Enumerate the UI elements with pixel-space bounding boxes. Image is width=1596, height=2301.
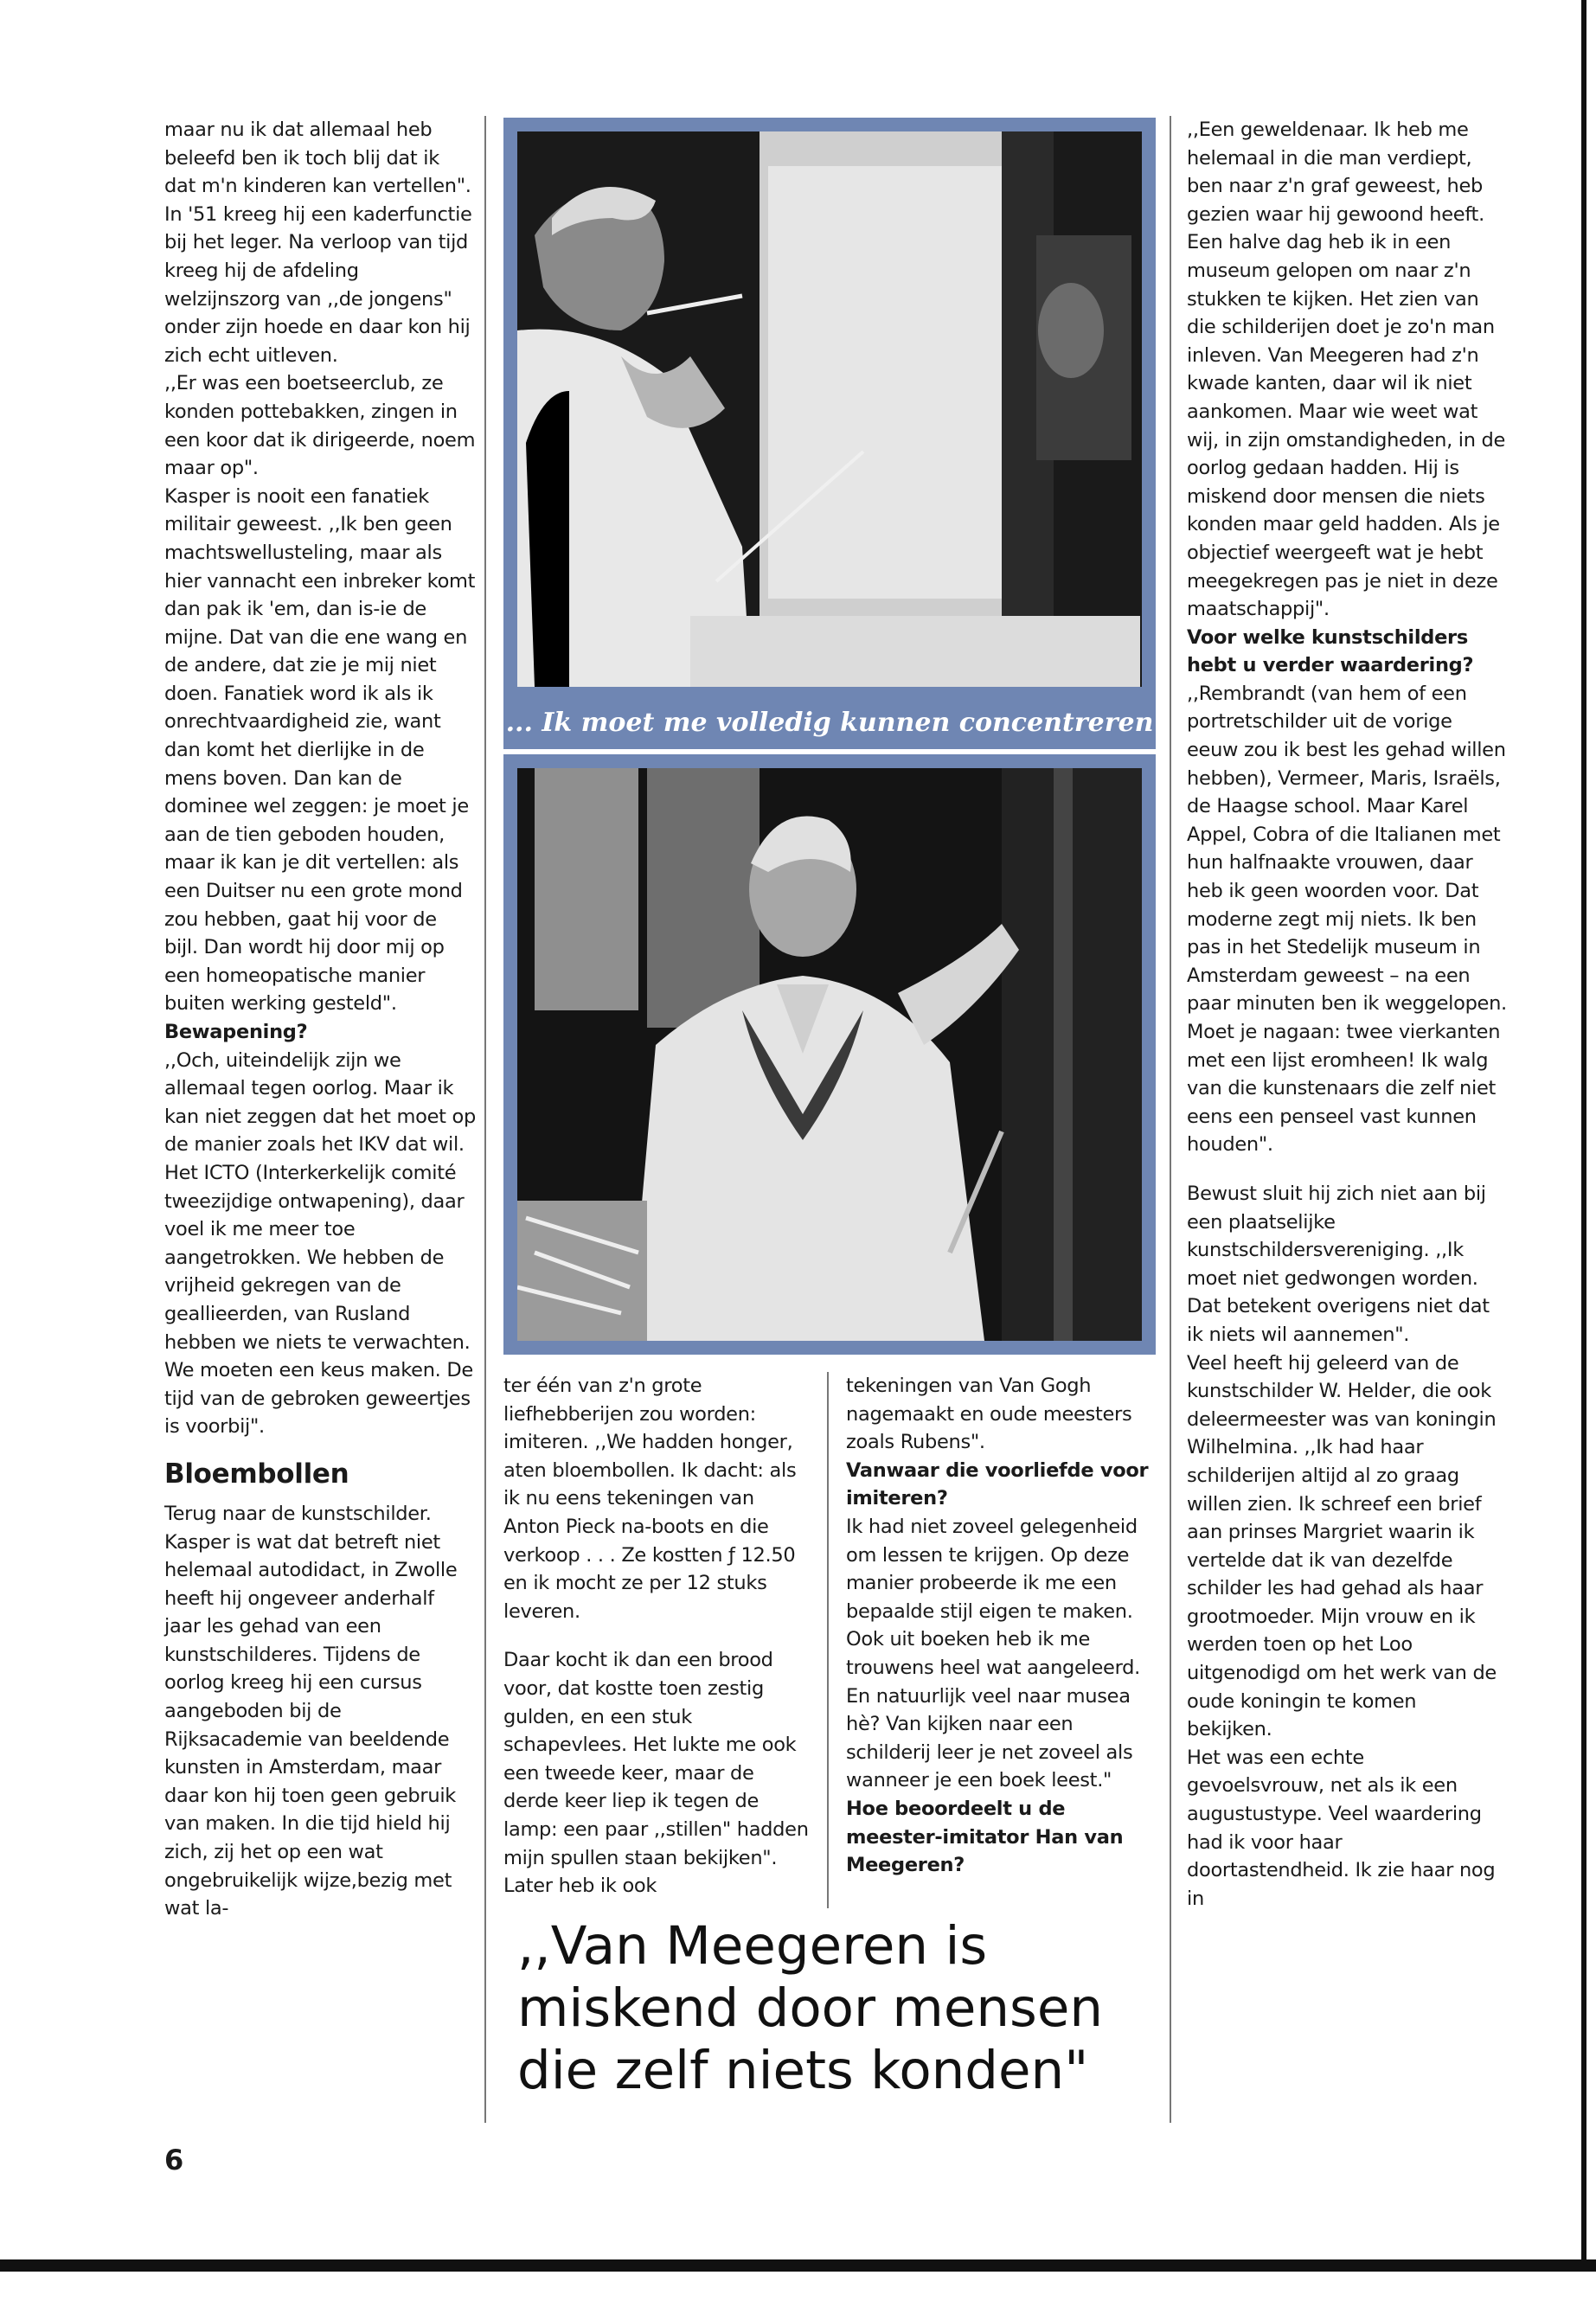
page-edge-bottom	[0, 2259, 1596, 2272]
interview-question: Voor welke kunstschilders hebt u verder waardering?	[1187, 625, 1474, 677]
paragraph: Daar kocht ik dan een brood voor, dat kostte toen zestig gulden, en een stuk schapevlees. Het lukte me ook een tweede keer, maar de derde keer liep ik tegen de lamp: een paar ,,stillen" hadden mijn spullen staan bekijken". Later heb ik ook	[503, 1649, 809, 1898]
paragraph-gap	[503, 1625, 815, 1646]
paragraph: tekeningen van Van Gogh nagemaakt en oude meesters zoals Rubens".	[846, 1375, 1132, 1454]
paragraph: maar nu ik dat allemaal heb beleefd ben ik toch blij dat ik dat m'n kinderen kan vertellen".	[164, 119, 471, 198]
photo-painter-at-easel	[503, 118, 1156, 701]
paragraph: Bewust sluit hij zich niet aan bij een plaatselijke kunstschildersvereniging. ,,Ik moet niet gedwongen worden. Dat betekent overigens niet dat ik niets wil aannemen".	[1187, 1182, 1490, 1346]
paragraph: ,,Och, uiteindelijk zijn we allemaal tegen oorlog. Maar ik kan niet zeggen dat het moet op de manier zoals het IKV dat wil. Het ICTO (Interkerkelijk comité tweezijdige ontwapening), daar voel ik me meer toe aangetrokken. We hebben de vrijheid gekregen van de geallieerden, van Rusland hebben we niets te verwachten. We moeten een keus maken. De tijd van de gebroken geweertjes is voorbij".	[164, 1048, 477, 1439]
paragraph: Terug naar de kunstschilder. Kasper is wat dat betreft niet helemaal autodidact, in Zwolle heeft hij ongeveer anderhalf jaar les gehad van een kunstschilderes. Tijdens de oorlog kreeg hij een cursus aangeboden bij de Rijksacademie van beeldende kunsten in Amsterdam, maar daar kon hij toen geen gebruik van maken. In die tijd hield hij zich, zij het op een wat ongebruikelijk wijze,bezig met wat la-	[164, 1502, 458, 1920]
interview-question: Hoe beoordeelt u de meester-imitator Han van Meegeren?	[846, 1797, 1124, 1877]
article-column-4	[1187, 116, 1507, 1913]
page-edge-right	[1581, 0, 1586, 2266]
photo-illustration	[517, 131, 1142, 687]
photo-illustration	[517, 768, 1142, 1341]
paragraph-gap	[1187, 1159, 1507, 1180]
photo-painter-portrait	[503, 754, 1156, 1355]
column-divider	[827, 1372, 829, 1908]
pull-quote: ,,Van Meegeren is miskend door mensen die zelf niets konden"	[517, 1915, 1104, 2101]
article-column-3	[846, 1372, 1157, 1880]
paragraph: ,,Een geweldenaar. Ik heb me helemaal in die man verdiept, ben naar z'n graf geweest, heb gezien waar hij gewoond heeft. Een halve dag heb ik in een museum gelopen om naar z'n stukken te kijken. Het zien van die schilderijen doet je zo'n man inleven. Van Meegeren had z'n kwade kanten, daar wil ik niet aankomen. Maar wie weet wat wij, in zijn omstandigheden, in de oorlog gedaan hadden. Hij is miskend door mensen die niets konden maar geld hadden. Als je objectief weergeeft wat je hebt meegekregen pas je niet in deze maatschappij".	[1187, 119, 1506, 621]
paragraph: ,,Er was een boetseerclub, ze konden pottebakken, zingen in een koor dat ik dirigeerde, noem maar op".	[164, 372, 476, 480]
column-divider	[1170, 116, 1171, 2123]
paragraph: ter één van z'n grote liefhebberijen zou worden: imiteren. ,,We hadden honger, aten bloembollen. Ik dacht: als ik nu eens tekeningen van Anton Pieck na-boots en die verkoop . . . Ze kostten ƒ 12.50 en ik mocht ze per 12 stuks leveren.	[503, 1375, 797, 1623]
photo-caption: ... Ik moet me volledig kunnen concentreren	[503, 697, 1156, 749]
interview-question: Vanwaar die voorliefde voor imiteren?	[846, 1458, 1149, 1510]
paragraph: Kasper is nooit een fanatiek militair geweest. ,,Ik ben geen machtswellusteling, maar als hier vannacht een inbreker komt dan pak ik 'em, dan is-ie de mijne. Dat van die ene wang en de andere, dat zie je mij niet doen. Fanatiek word ik als ik onrechtvaardigheid zie, want dan komt het dierlijke in de mens boven. Dan kan de dominee wel zeggen: je moet je aan de tien geboden houden, maar ik kan je dit vertellen: als een Duitser nu een grote mond zou hebben, gaat hij voor de bijl. Dan wordt hij door mij op een homeopatische manier buiten werking gesteld".	[164, 484, 476, 1016]
paragraph: Veel heeft hij geleerd van de kunstschilder W. Helder, die ook deleermeester was van koningin Wilhelmina. ,,Ik had haar schilderijen altijd al zo graag willen zien. Ik schreef een brief aan prinses Margriet waarin ik vertelde dat ik van dezelfde schilder les had gehad als haar grootmoeder. Mijn vrouw en ik werden toen op het Loo uitgenodigd om het werk van de oude koningin te komen bekijken.	[1187, 1351, 1497, 1741]
section-heading: Bloembollen	[164, 1458, 349, 1490]
paragraph: Ik had niet zoveel gelegenheid om lessen te krijgen. Op deze manier probeerde ik me een bepaalde stijl eigen te maken. Ook uit boeken heb ik me trouwens heel wat aangeleerd. En natuurlijk veel naar musea hè? Van kijken naar een schilderij leer je net zoveel als wanneer je een boek leest."	[846, 1515, 1140, 1792]
column-divider	[484, 116, 486, 2123]
article-column-2	[503, 1372, 815, 1900]
paragraph: In '51 kreeg hij een kaderfunctie bij het leger. Na verloop van tijd kreeg hij de afdeling welzijnszorg van ,,de jongens" onder zijn hoede en daar kon hij zich echt uitleven.	[164, 202, 472, 367]
paragraph: Het was een echte gevoelsvrouw, net als ik een augustustype. Veel waardering had ik voor haar doortastendheid. Ik zie haar nog in	[1187, 1746, 1496, 1910]
page-number: 6	[164, 2144, 184, 2176]
article-column-1	[164, 116, 476, 1923]
interview-question: Bewapening?	[164, 1021, 308, 1043]
paragraph: ,,Rembrandt (van hem of een portretschilder uit de vorige eeuw zou ik best les gehad willen hebben), Vermeer, Maris, Israëls, de Haagse school. Maar Karel Appel, Cobra of die Italianen met hun halfnaakte vrouwen, daar heb ik geen woorden voor. Dat moderne zegt mij niets. Ik ben pas in het Stedelijk museum in Amsterdam geweest – na een paar minuten ben ik weggelopen. Moet je nagaan: twee vierkanten met een lijst eromheen! Ik walg van die kunstenaars die zelf niet eens een penseel vast kunnen houden".	[1187, 682, 1507, 1157]
